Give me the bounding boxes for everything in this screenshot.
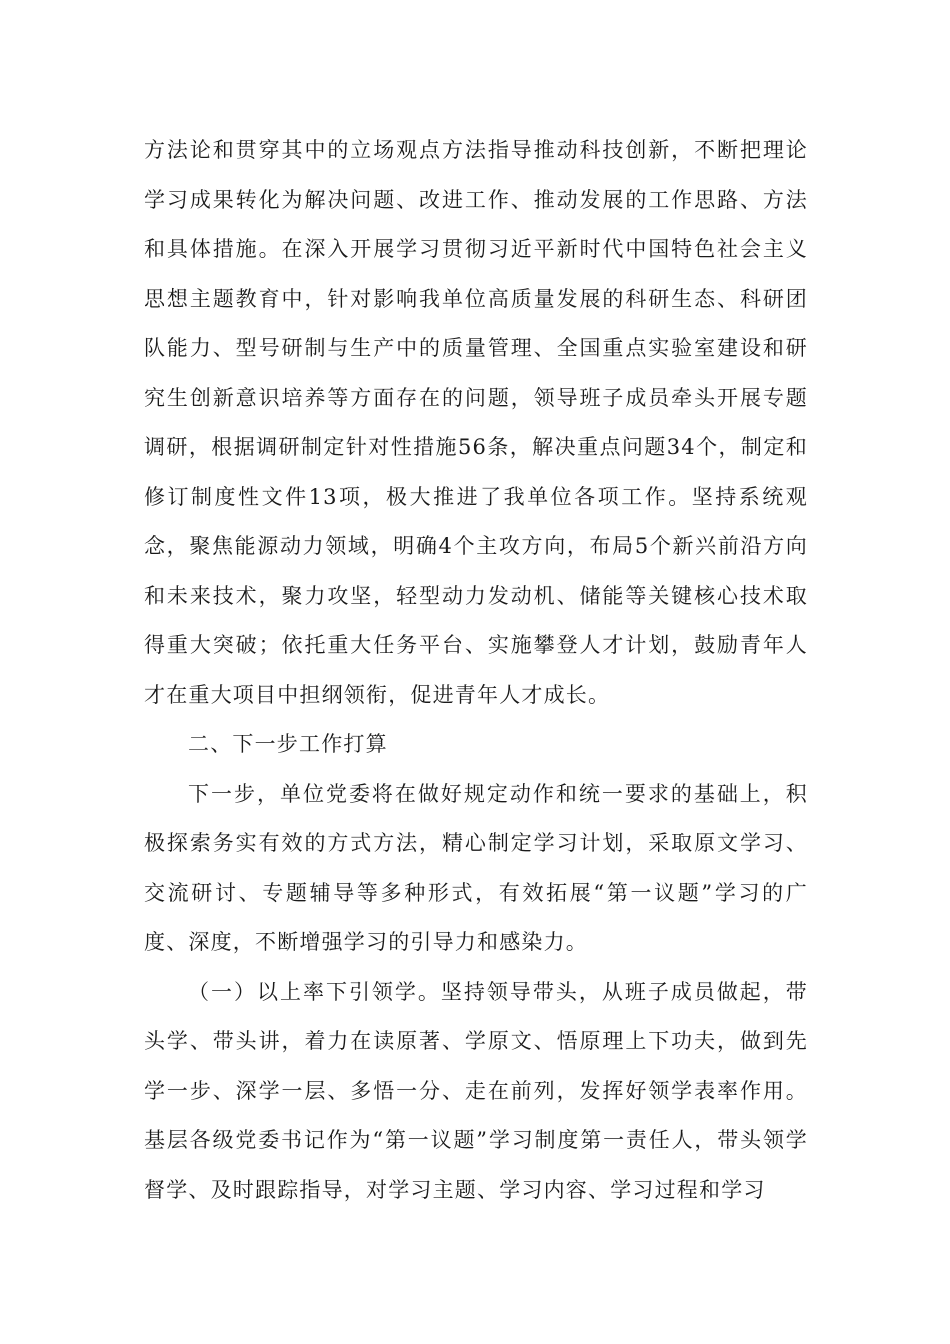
paragraph-next-steps: 下一步，单位党委将在做好规定动作和统一要求的基础上，积极探索务实有效的方式方法，精心制定学习计划，采取原文学习、交流研讨、专题辅导等多种形式，有效拓展“第一议题”学习的广度、深度，不断增强学习的引导力和感染力。 xyxy=(144,781,808,954)
paragraph-item-one: （一）以上率下引领学。坚持领导带头，从班子成员做起，带头学、带头讲，着力在读原著、学原文、悟原理上下功夫，做到先学一步、深学一层、多悟一分、走在前列，发挥好领学表率作用。基层各级党委书记作为“第一议题”学习制度第一责任人，带头领学督学、及时跟踪指导，对学习主题、学习内容、学习过程和学习 xyxy=(144,979,808,1202)
paragraph-continuation: 方法论和贯穿其中的立场观点方法指导推动科技创新，不断把理论学习成果转化为解决问题、改进工作、推动发展的工作思路、方法和具体措施。在深入开展学习贯彻习近平新时代中国特色社会主义思想主题教育中，针对影响我单位高质量发展的科研生态、科研团队能力、型号研制与生产中的质量管理、全国重点实验室建设和研究生创新意识培养等方面存在的问题，领导班子成员牵头开展专题调研，根据调研制定针对性措施56条，解决重点问题34个，制定和修订制度性文件13项，极大推进了我单位各项工作。坚持系统观念，聚焦能源动力领域，明确4个主攻方向，布局5个新兴前沿方向和未来技术，聚力攻坚，轻型动力发动机、储能等关键核心技术取得重大突破；依托重大任务平台、实施攀登人才计划，鼓励青年人才在重大项目中担纲领衔，促进青年人才成长。 xyxy=(144,138,808,707)
document-body xyxy=(144,126,808,1215)
section-heading-next-steps: 二、下一步工作打算 xyxy=(188,732,388,756)
